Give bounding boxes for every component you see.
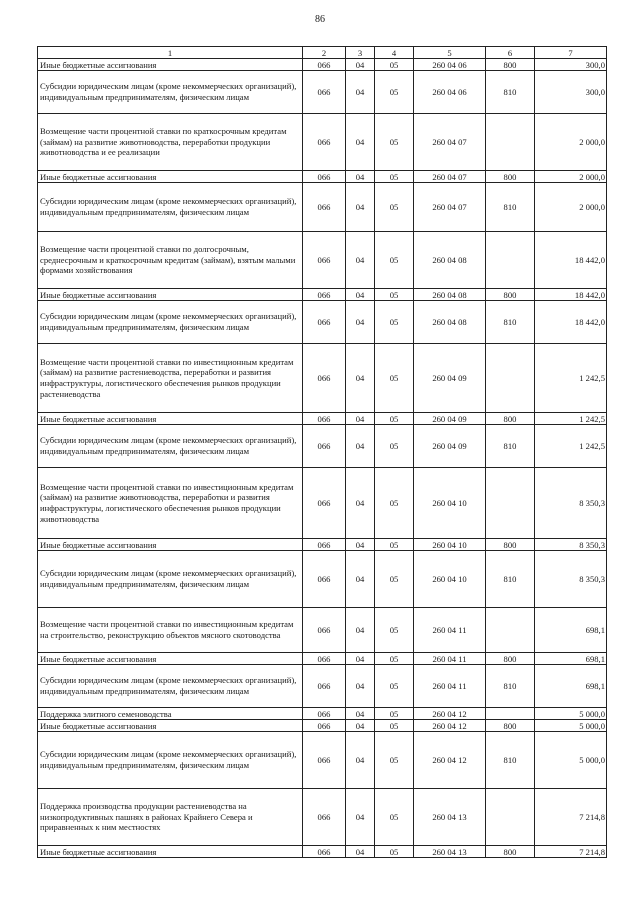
cell-ministry-code: 066 (303, 413, 346, 425)
table-row (38, 413, 607, 425)
cell-target-article: 260 04 06 (414, 71, 486, 114)
cell-expense-type: 800 (486, 846, 535, 858)
cell-name: Субсидии юридическим лицам (кроме некоммерческих организаций), индивидуальным предпринимателям, физическим лицам (38, 551, 303, 608)
cell-expense-type: 810 (486, 301, 535, 344)
cell-ministry-code: 066 (303, 708, 346, 720)
table-header (38, 47, 607, 59)
cell-target-article: 260 04 12 (414, 720, 486, 732)
cell-ministry-code: 066 (303, 551, 346, 608)
cell-amount: 8 350,3 (535, 468, 607, 539)
cell-section: 04 (346, 468, 375, 539)
cell-target-article: 260 04 11 (414, 608, 486, 653)
cell-subsection: 05 (375, 653, 414, 665)
cell-ministry-code: 066 (303, 183, 346, 232)
cell-target-article: 260 04 08 (414, 289, 486, 301)
cell-target-article: 260 04 07 (414, 171, 486, 183)
cell-amount: 5 000,0 (535, 732, 607, 789)
cell-expense-type (486, 114, 535, 171)
cell-name: Субсидии юридическим лицам (кроме некоммерческих организаций), индивидуальным предпринимателям, физическим лицам (38, 732, 303, 789)
table-row (38, 665, 607, 708)
cell-section: 04 (346, 551, 375, 608)
cell-name: Иные бюджетные ассигнования (38, 59, 303, 71)
table-body (38, 59, 607, 858)
cell-amount: 2 000,0 (535, 171, 607, 183)
header-col-4: 4 (375, 47, 414, 59)
cell-target-article: 260 04 10 (414, 468, 486, 539)
table-row (38, 59, 607, 71)
cell-subsection: 05 (375, 789, 414, 846)
cell-expense-type: 810 (486, 71, 535, 114)
cell-target-article: 260 04 07 (414, 114, 486, 171)
cell-section: 04 (346, 71, 375, 114)
cell-section: 04 (346, 59, 375, 71)
cell-expense-type (486, 789, 535, 846)
cell-subsection: 05 (375, 720, 414, 732)
cell-ministry-code: 066 (303, 846, 346, 858)
cell-target-article: 260 04 08 (414, 301, 486, 344)
cell-subsection: 05 (375, 425, 414, 468)
table-row (38, 232, 607, 289)
cell-subsection: 05 (375, 846, 414, 858)
cell-section: 04 (346, 171, 375, 183)
cell-ministry-code: 066 (303, 732, 346, 789)
cell-amount: 300,0 (535, 59, 607, 71)
table-row (38, 71, 607, 114)
cell-amount: 18 442,0 (535, 301, 607, 344)
cell-amount: 8 350,3 (535, 551, 607, 608)
cell-expense-type: 810 (486, 551, 535, 608)
cell-expense-type: 810 (486, 732, 535, 789)
table-row (38, 289, 607, 301)
cell-section: 04 (346, 183, 375, 232)
cell-section: 04 (346, 413, 375, 425)
cell-ministry-code: 066 (303, 114, 346, 171)
table-row (38, 539, 607, 551)
table-row (38, 114, 607, 171)
cell-subsection: 05 (375, 468, 414, 539)
cell-amount: 698,1 (535, 653, 607, 665)
cell-subsection: 05 (375, 114, 414, 171)
cell-section: 04 (346, 289, 375, 301)
cell-expense-type: 800 (486, 539, 535, 551)
cell-name: Иные бюджетные ассигнования (38, 413, 303, 425)
cell-subsection: 05 (375, 301, 414, 344)
table-row (38, 720, 607, 732)
cell-expense-type (486, 708, 535, 720)
cell-section: 04 (346, 789, 375, 846)
cell-target-article: 260 04 09 (414, 413, 486, 425)
cell-name: Иные бюджетные ассигнования (38, 171, 303, 183)
cell-target-article: 260 04 09 (414, 344, 486, 413)
cell-subsection: 05 (375, 59, 414, 71)
cell-name: Возмещение части процентной ставки по инвестиционным кредитам (займам) на развитие животноводства, переработки и развития инфраструктуры, логистического обеспечения рынков продукции животноводства (38, 468, 303, 539)
cell-subsection: 05 (375, 608, 414, 653)
table-row (38, 425, 607, 468)
cell-ministry-code: 066 (303, 71, 346, 114)
cell-section: 04 (346, 232, 375, 289)
cell-amount: 1 242,5 (535, 425, 607, 468)
cell-amount: 5 000,0 (535, 720, 607, 732)
cell-ministry-code: 066 (303, 425, 346, 468)
cell-name: Иные бюджетные ассигнования (38, 720, 303, 732)
table-row (38, 171, 607, 183)
header-col-3: 3 (346, 47, 375, 59)
cell-name: Субсидии юридическим лицам (кроме некоммерческих организаций), индивидуальным предпринимателям, физическим лицам (38, 665, 303, 708)
page-number: 86 (315, 14, 325, 25)
cell-amount: 5 000,0 (535, 708, 607, 720)
table-row (38, 846, 607, 858)
cell-ministry-code: 066 (303, 301, 346, 344)
header-col-2: 2 (303, 47, 346, 59)
cell-target-article: 260 04 10 (414, 539, 486, 551)
cell-ministry-code: 066 (303, 171, 346, 183)
cell-section: 04 (346, 114, 375, 171)
cell-name: Субсидии юридическим лицам (кроме некоммерческих организаций), индивидуальным предпринимателям, физическим лицам (38, 301, 303, 344)
cell-amount: 1 242,5 (535, 344, 607, 413)
cell-target-article: 260 04 08 (414, 232, 486, 289)
cell-amount: 8 350,3 (535, 539, 607, 551)
table-row (38, 344, 607, 413)
cell-ministry-code: 066 (303, 608, 346, 653)
cell-amount: 2 000,0 (535, 114, 607, 171)
cell-name: Возмещение части процентной ставки по краткосрочным кредитам (займам) на развитие животноводства, переработки продукции животноводства и ее реализации (38, 114, 303, 171)
cell-name: Иные бюджетные ассигнования (38, 289, 303, 301)
cell-expense-type: 810 (486, 425, 535, 468)
cell-ministry-code: 066 (303, 289, 346, 301)
cell-name: Субсидии юридическим лицам (кроме некоммерческих организаций), индивидуальным предпринимателям, физическим лицам (38, 183, 303, 232)
cell-name: Поддержка производства продукции растениеводства на низкопродуктивных пашнях в районах Крайнего Севера и приравненных к ним местностях (38, 789, 303, 846)
header-col-7: 7 (535, 47, 607, 59)
cell-ministry-code: 066 (303, 720, 346, 732)
cell-amount: 1 242,5 (535, 413, 607, 425)
cell-section: 04 (346, 732, 375, 789)
cell-expense-type (486, 344, 535, 413)
cell-target-article: 260 04 07 (414, 183, 486, 232)
cell-amount: 18 442,0 (535, 232, 607, 289)
cell-subsection: 05 (375, 171, 414, 183)
cell-target-article: 260 04 06 (414, 59, 486, 71)
table-row (38, 732, 607, 789)
cell-expense-type: 800 (486, 413, 535, 425)
cell-name: Иные бюджетные ассигнования (38, 539, 303, 551)
cell-expense-type: 810 (486, 665, 535, 708)
cell-amount: 7 214,8 (535, 789, 607, 846)
cell-subsection: 05 (375, 413, 414, 425)
header-row (38, 47, 607, 59)
cell-expense-type: 800 (486, 171, 535, 183)
header-col-5: 5 (414, 47, 486, 59)
table-row (38, 551, 607, 608)
cell-name: Субсидии юридическим лицам (кроме некоммерческих организаций), индивидуальным предпринимателям, физическим лицам (38, 71, 303, 114)
cell-name: Иные бюджетные ассигнования (38, 846, 303, 858)
header-col-6: 6 (486, 47, 535, 59)
table-row (38, 468, 607, 539)
cell-subsection: 05 (375, 183, 414, 232)
cell-expense-type (486, 608, 535, 653)
cell-target-article: 260 04 13 (414, 846, 486, 858)
cell-ministry-code: 066 (303, 59, 346, 71)
cell-ministry-code: 066 (303, 789, 346, 846)
table-row (38, 789, 607, 846)
table-row (38, 608, 607, 653)
cell-expense-type (486, 468, 535, 539)
cell-name: Субсидии юридическим лицам (кроме некоммерческих организаций), индивидуальным предпринимателям, физическим лицам (38, 425, 303, 468)
cell-subsection: 05 (375, 539, 414, 551)
cell-amount: 698,1 (535, 665, 607, 708)
budget-table (37, 46, 607, 858)
cell-name: Поддержка элитного семеноводства (38, 708, 303, 720)
cell-expense-type: 810 (486, 183, 535, 232)
cell-section: 04 (346, 665, 375, 708)
cell-ministry-code: 066 (303, 344, 346, 413)
cell-section: 04 (346, 846, 375, 858)
cell-ministry-code: 066 (303, 653, 346, 665)
cell-amount: 18 442,0 (535, 289, 607, 301)
cell-ministry-code: 066 (303, 665, 346, 708)
cell-subsection: 05 (375, 708, 414, 720)
cell-section: 04 (346, 608, 375, 653)
cell-ministry-code: 066 (303, 468, 346, 539)
cell-expense-type: 800 (486, 59, 535, 71)
cell-ministry-code: 066 (303, 232, 346, 289)
cell-section: 04 (346, 301, 375, 344)
cell-section: 04 (346, 708, 375, 720)
cell-ministry-code: 066 (303, 539, 346, 551)
cell-subsection: 05 (375, 732, 414, 789)
cell-amount: 7 214,8 (535, 846, 607, 858)
cell-expense-type: 800 (486, 289, 535, 301)
cell-target-article: 260 04 09 (414, 425, 486, 468)
cell-section: 04 (346, 653, 375, 665)
cell-target-article: 260 04 12 (414, 708, 486, 720)
cell-section: 04 (346, 425, 375, 468)
cell-section: 04 (346, 344, 375, 413)
cell-target-article: 260 04 13 (414, 789, 486, 846)
cell-amount: 300,0 (535, 71, 607, 114)
cell-target-article: 260 04 10 (414, 551, 486, 608)
cell-expense-type: 800 (486, 653, 535, 665)
cell-subsection: 05 (375, 551, 414, 608)
cell-expense-type (486, 232, 535, 289)
cell-subsection: 05 (375, 232, 414, 289)
table-row (38, 708, 607, 720)
cell-subsection: 05 (375, 71, 414, 114)
cell-target-article: 260 04 12 (414, 732, 486, 789)
cell-expense-type: 800 (486, 720, 535, 732)
cell-subsection: 05 (375, 289, 414, 301)
cell-target-article: 260 04 11 (414, 665, 486, 708)
table-row (38, 653, 607, 665)
cell-name: Иные бюджетные ассигнования (38, 653, 303, 665)
table-row (38, 183, 607, 232)
cell-target-article: 260 04 11 (414, 653, 486, 665)
cell-section: 04 (346, 720, 375, 732)
cell-amount: 698,1 (535, 608, 607, 653)
cell-name: Возмещение части процентной ставки по инвестиционным кредитам (займам) на развитие растениеводства, переработки и развития инфраструктуры, логистического обеспечения рынков продукции растениеводства (38, 344, 303, 413)
cell-section: 04 (346, 539, 375, 551)
header-col-1: 1 (38, 47, 303, 59)
cell-subsection: 05 (375, 665, 414, 708)
table-row (38, 301, 607, 344)
cell-name: Возмещение части процентной ставки по инвестиционным кредитам на строительство, реконструкцию объектов мясного скотоводства (38, 608, 303, 653)
cell-amount: 2 000,0 (535, 183, 607, 232)
cell-name: Возмещение части процентной ставки по долгосрочным, среднесрочным и краткосрочным кредитам (займам), взятым малыми формами хозяйствования (38, 232, 303, 289)
cell-subsection: 05 (375, 344, 414, 413)
